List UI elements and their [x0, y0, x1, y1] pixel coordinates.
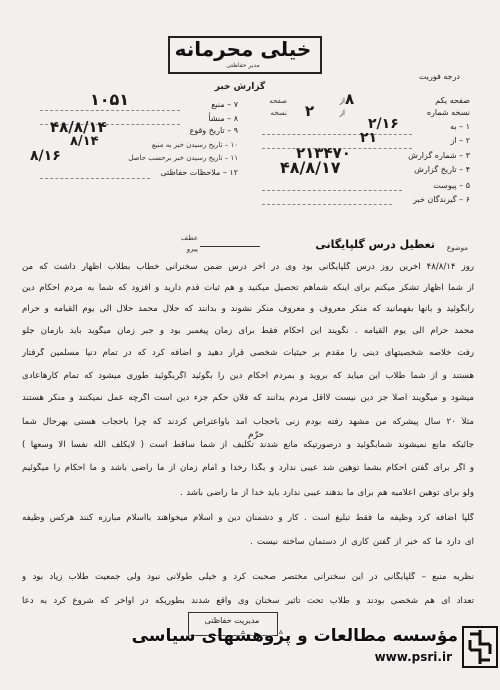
- body-line: محمد حرام الی یوم القیامه . نگویند این احکام فقط برای زمان پیغمبر بود و جبر زمان میگوید باید بازمان جلو: [22, 326, 474, 336]
- watermark-url: www.psri.ir: [374, 650, 452, 664]
- body-line: گلپا اضافه کرد وظیفه ما فقط تبلیغ است . کار و دشمنان دین و اسلام میخواهند بااسلام مبارزه کنند هرکس وظیفه: [22, 513, 474, 523]
- field-page-end: صفحه: [269, 97, 287, 105]
- classification-stamp-title: خیلی محرمانه: [174, 37, 312, 61]
- field-page-value: ۸: [345, 90, 355, 108]
- subject-label: موضوع: [446, 244, 468, 252]
- field-copy-end: نسخه: [270, 109, 287, 117]
- field-report-no-value: ۲۱۳۴۷۰: [296, 144, 351, 162]
- body-line: مثلاً ۲۰ سال پیشرکه من مشهد رفته بودم زنی باحجاب آمد باواعتراض کردند که چرا باحجاب هستی بهرحال شما: [22, 417, 474, 427]
- degree-label: درجه فوریت: [418, 72, 460, 81]
- body-line: ای دارد ما که خبر از گفتن کاری از دستمان ساخته نیست .: [250, 537, 474, 547]
- footer-stamp-text: مدیریت حفاظتی: [204, 616, 260, 625]
- body-line: جائیکه مانع نمیشوند شمابگوئید و درصورتیکه مانع شدند تکلیف از شما ساقط است ( لایکلف الله نفساً الا وسعها ): [22, 440, 474, 450]
- field-origin-label: ۸ – منشأ: [208, 114, 238, 123]
- field-copy-value: ۲: [305, 102, 315, 120]
- field-received-source-value: ۸/۱۴: [70, 134, 99, 149]
- field-occurrence-label: ۹ – تاریخ وقوع: [189, 126, 238, 135]
- body-line: نظریه منبع – گلپایگانی در این سخنرانی مختصر صحبت کرد و خیلی طولانی نبود ولی جمعیت طلاب زیاد بود و: [22, 572, 474, 582]
- watermark-logo-icon: [462, 626, 498, 668]
- field-report-date-label: ۴ – تاریخ گزارش: [414, 165, 470, 174]
- field-recipients-label: ۶ – گیرندگان خبر: [413, 195, 470, 204]
- report-title: گزارش خبر: [214, 82, 266, 92]
- field-report-date-value: ۴۸/۸/۱۷: [280, 158, 341, 177]
- field-received-label: ۱۱ – تاریخ رسیدن خبر برحسب حاصل: [128, 154, 238, 162]
- classification-stamp-sub: مدیر حفاظتی: [226, 62, 260, 69]
- field-from-value: ۲۱: [360, 130, 378, 146]
- field-source-value: ۱۰۵۱: [90, 90, 130, 109]
- margin-handwriting: حرّم: [248, 430, 265, 440]
- field-to-value: ۲/۱۶: [368, 116, 399, 132]
- field-copy-label: نسخه شماره: [426, 108, 470, 117]
- field-page-label: صفحه یکم: [435, 96, 470, 105]
- body-line: میشود و میگویند اصلاً جز دین نیست لااقل مردم بدانند که فلان حکم جزء دین است اگرچه عمل نمیکنند و منکر هستند: [22, 393, 474, 403]
- field-security-label: ۱۲ – ملاحظات حفاظتی: [160, 168, 238, 177]
- subject-ref-top: عطف: [180, 234, 198, 242]
- field-to-label: ۱ – به: [450, 122, 470, 131]
- body-line: هستند و از شما طلاب این میآید که بروید و بمردم احکام دین را بگوئید اگربگوئید طوری میشود که تمام کارهاعادی: [22, 371, 474, 381]
- body-line: تعداد ای هم شخصی بودند و طلاب تحت تأثیر سخنان وی واقع شدند بطوریکه در اواخر که شروع کرد به دعا: [22, 596, 474, 606]
- field-source-label: ۷ – منبع: [211, 100, 238, 109]
- watermark-org-name: مؤسسه مطالعات و پژوهشهای سیاسی: [131, 626, 458, 646]
- subject-text: تعطیل درس گلپایگانی: [315, 238, 435, 251]
- field-received-source-label: ۱۰ – تاریخ رسیدن خبر به منبع: [151, 141, 238, 149]
- body-line: و اگر برای گفتن احکام بشما توهین شد عیبی ندارد و بگذا رخدا و امام زمان از ما راضی باشد و ما احکام را میگوئیم: [22, 463, 474, 473]
- field-copy-mid: از: [339, 109, 345, 117]
- field-received-value: ۸/۱۶: [30, 148, 61, 164]
- body-line: ولو برای توهین اعلامیه هم برای ما بدهند عیبی ندارد باید خدا از ما راضی باشد .: [180, 488, 474, 498]
- field-attachment-label: ۵ – پیوست: [433, 181, 470, 190]
- body-line: از شما اظهار تشکر میکنم برای اینکه شماهم تحصیل میکنید و هم ثبات قدم دارید و افزود که شما به مردم احکام دین: [22, 283, 474, 293]
- body-line: رابگوئید و بآنها بفهمانید که منکر معروف و معروف منکر نشوند و بدانند که حلال محمد حلال الی یوم القیامه و حرام: [22, 304, 474, 314]
- subject-ref-bottom: پیرو: [186, 245, 198, 253]
- field-report-no-label: ۳ – شماره گزارش: [408, 151, 470, 160]
- field-page-mid: از: [339, 97, 345, 105]
- body-line: رفت خلاصه شخصیتهای دینی را مقدم بر حیثیات شخصی قرار دهید و اضافه کرد که در تمام دنیا مسلمین گرفتار: [22, 348, 474, 358]
- body-line: روز ۴۸/۸/۱۴ آخرین روز درس گلپایگانی بود وی در آخر درس ضمن سخنرانی خطاب بطلاب اظهار داشت که من: [22, 262, 474, 272]
- field-occurrence-value: ۴۸/۸/۱۴: [50, 118, 107, 136]
- field-from-label: ۲ – از: [450, 136, 470, 145]
